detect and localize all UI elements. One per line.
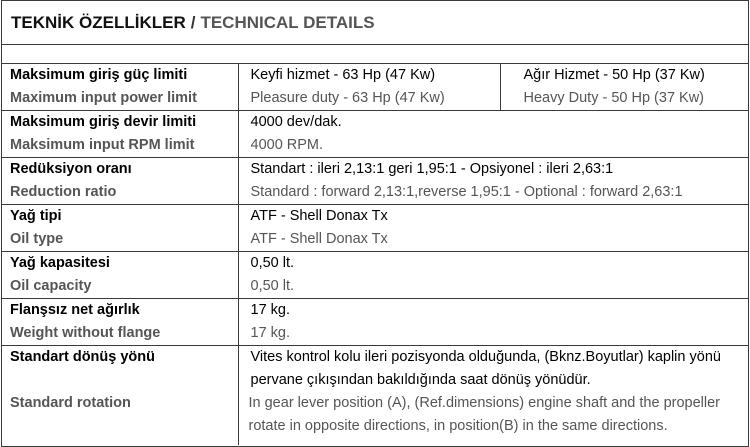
spec-value-tr: Ağır Hizmet - 50 Hp (37 Kw) <box>523 67 705 83</box>
spec-row-oil-type <box>2 205 748 252</box>
spec-value-tr: Vites kontrol kolu ileri pozisyonda olduğunda, (Bknz.Boyutlar) kaplin yönü pervane çıkışından bakıldığında saat dönüş yönüdür. <box>250 349 721 388</box>
spec-value-cell <box>238 158 748 205</box>
spec-label-tr: Standart dönüş yönü <box>10 349 155 365</box>
spec-value-en: Pleasure duty - 63 Hp (47 Kw) <box>250 90 445 106</box>
spec-value-cell <box>238 346 748 445</box>
spec-label-cell <box>2 158 238 205</box>
technical-details-sheet <box>1 0 749 447</box>
spec-label-tr: Yağ tipi <box>10 208 62 224</box>
spec-label-tr: Yağ kapasitesi <box>10 255 110 271</box>
spec-value-en: 0,50 lt. <box>250 278 295 294</box>
spec-label-cell <box>2 111 238 158</box>
spec-value-en: 17 kg. <box>250 325 290 341</box>
spec-label-cell <box>2 346 238 445</box>
spec-row-rotation <box>2 346 748 445</box>
spec-value-tr: Standart : ileri 2,13:1 geri 1,95:1 - Opsiyonel : ileri 2,63:1 <box>250 161 614 177</box>
spec-row-reduction <box>2 158 748 205</box>
spec-value-en: In gear lever position (A), (Ref.dimensions) engine shaft and the propeller rotate in opposite directions, in position(B) in the same directions. <box>248 395 721 434</box>
spec-value-tr: 17 kg. <box>250 302 290 318</box>
spec-label-tr: Flanşsız net ağırlık <box>10 302 140 318</box>
spec-value-tr: ATF - Shell Donax Tx <box>250 208 388 224</box>
spec-label-cell <box>2 64 238 111</box>
spec-value-pleasure <box>238 64 500 111</box>
title-turkish: TEKNİK ÖZELLİKLER <box>11 12 186 32</box>
spec-label-cell <box>2 252 238 299</box>
spec-value-tr: 4000 dev/dak. <box>250 114 342 130</box>
spec-row-oil-capacity <box>2 252 748 299</box>
spec-value-en: ATF - Shell Donax Tx <box>250 231 388 247</box>
spec-value-en: Standard : forward 2,13:1,reverse 1,95:1 - Optional : forward 2,63:1 <box>250 184 683 200</box>
spec-label-en: Maksimum input RPM limit <box>10 137 195 153</box>
spec-label-cell <box>2 299 238 346</box>
spec-value-cell <box>238 252 748 299</box>
spec-label-tr: Maksimum giriş güç limiti <box>10 67 188 83</box>
spec-label-tr: Maksimum giriş devir limiti <box>10 114 197 130</box>
specs-table <box>2 63 748 445</box>
spec-value-cell <box>238 299 748 346</box>
spec-label-en: Weight without flange <box>10 325 161 341</box>
spec-label-en: Standard rotation <box>10 395 131 411</box>
spec-value-heavy <box>500 64 748 111</box>
spec-value-en: Heavy Duty - 50 Hp (37 Kw) <box>523 90 705 106</box>
spec-label-en: Maximum input power limit <box>10 90 197 106</box>
spec-row-weight <box>2 299 748 346</box>
spec-value-cell <box>238 111 748 158</box>
spec-label-en: Oil type <box>10 231 64 247</box>
spec-value-tr: Keyfi hizmet - 63 Hp (47 Kw) <box>250 67 436 83</box>
spec-label-tr: Redüksiyon oranı <box>10 161 132 177</box>
spec-value-tr: 0,50 lt. <box>250 255 295 271</box>
spec-value-en: 4000 RPM. <box>250 137 324 153</box>
spec-value-cell <box>238 205 748 252</box>
spec-row-rpm <box>2 111 748 158</box>
page-title <box>2 1 748 45</box>
spec-label-en: Reduction ratio <box>10 184 117 200</box>
title-english: TECHNICAL DETAILS <box>200 12 375 32</box>
title-separator: / <box>190 12 196 32</box>
spec-label-cell <box>2 205 238 252</box>
spec-label-en: Oil capacity <box>10 278 92 294</box>
spec-row-power <box>2 64 748 111</box>
